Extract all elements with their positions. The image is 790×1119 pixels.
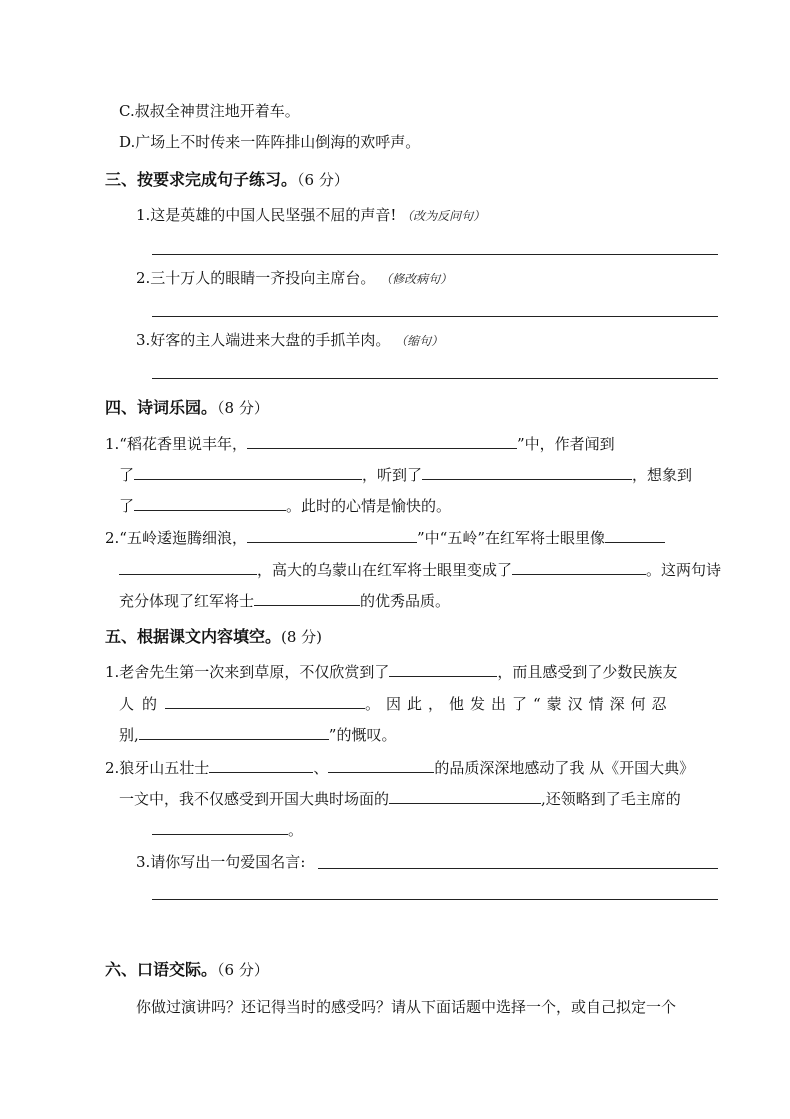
section-5-title: 五、根据课文内容填空。 xyxy=(105,627,282,646)
s5-q1-blank-2[interactable] xyxy=(165,694,365,709)
s4-q1-line-1 xyxy=(105,434,615,454)
s5-q1-line-1 xyxy=(105,662,677,682)
s4-q2-blank-3[interactable] xyxy=(512,560,646,575)
section-4-title: 四、诗词乐园。 xyxy=(105,398,218,417)
section-4-heading xyxy=(105,398,269,418)
s3-q2-note: （修改病句） xyxy=(380,272,453,286)
s3-q2-answer-line[interactable] xyxy=(152,316,718,317)
section-4-points: （8 分） xyxy=(217,399,269,417)
s5-q2-line-3 xyxy=(119,820,303,840)
s5-q1-line-3 xyxy=(119,725,396,745)
s5-q2-blank-2[interactable] xyxy=(328,758,434,773)
s3-question-3 xyxy=(136,330,443,351)
s3-q2-text: 2.三十万人的眼睛一齐投向主席台。 xyxy=(136,269,376,287)
s5-q2-c: 的品质深深地感动了我 从《开国大典》 xyxy=(434,759,695,777)
s4-q2-blank-1[interactable] xyxy=(247,528,417,543)
section-6-heading xyxy=(105,960,269,980)
section-5-heading xyxy=(105,627,322,647)
s5-q1-b: ，而且感受到了少数民族友 xyxy=(497,663,678,681)
s5-q2-b: 、 xyxy=(313,759,329,777)
s5-q1-blank-3[interactable] xyxy=(139,725,329,740)
section-3-title: 三、按要求完成句子练习。 xyxy=(105,170,298,189)
s4-q1-d: ，听到了 xyxy=(362,466,423,484)
s4-q1-line-3 xyxy=(119,496,451,516)
s3-question-1 xyxy=(136,205,485,226)
s5-q1-d: 。因此，他发出了“蒙汉情深何忍 xyxy=(365,695,673,713)
s4-q2-c: ，高大的乌蒙山在红军将士眼里变成了 xyxy=(257,561,513,579)
s5-q2-blank-1[interactable] xyxy=(209,758,313,773)
s4-q2-b: ”中“五岭”在红军将士眼里像 xyxy=(416,529,605,547)
s4-q2-a: 2.“五岭逶迤腾细浪， xyxy=(105,529,247,547)
s4-q2-line-3 xyxy=(119,591,450,611)
s4-q1-blank-1[interactable] xyxy=(247,434,517,449)
s5-q1-blank-1[interactable] xyxy=(389,662,497,677)
s5-q2-line-2 xyxy=(119,789,681,809)
s3-q1-text: 1.这是英雄的中国人民坚强不屈的声音! xyxy=(136,206,397,224)
s4-q2-f: 的优秀品质。 xyxy=(360,592,451,610)
s5-q2-d: 一文中，我不仅感受到开国大典时场面的 xyxy=(119,790,390,808)
s4-q2-blank-2[interactable] xyxy=(605,528,665,543)
s4-q1-blank-2[interactable] xyxy=(134,465,362,480)
s4-q1-blank-4[interactable] xyxy=(134,496,286,511)
s5-q2-blank-4[interactable] xyxy=(152,820,288,835)
s4-q1-line-2 xyxy=(119,465,692,485)
section-3-points: （6 分） xyxy=(297,171,349,189)
s4-q1-f: 了 xyxy=(119,497,135,515)
s4-q1-blank-3[interactable] xyxy=(422,465,632,480)
s4-q1-b: ”中，作者闻到 xyxy=(516,435,615,453)
s3-q3-answer-line[interactable] xyxy=(152,378,718,379)
section-6-title: 六、口语交际。 xyxy=(105,960,218,979)
s4-q1-a: 1.“稻花香里说丰年， xyxy=(105,435,247,453)
s5-q2-f: 。 xyxy=(288,821,304,839)
s5-q1-c: 人的 xyxy=(119,695,166,713)
section-6-points: （6 分） xyxy=(217,961,269,979)
s5-question-3 xyxy=(136,852,305,872)
s5-q1-a: 1.老舍先生第一次来到草原，不仅欣赏到了 xyxy=(105,663,390,681)
s4-q1-c: 了 xyxy=(119,466,135,484)
s5-q2-line-1 xyxy=(105,758,694,778)
s4-q2-d: 。这两句诗 xyxy=(646,561,722,579)
s4-q2-line-2 xyxy=(119,560,721,580)
s5-q3-answer-line-2[interactable] xyxy=(152,899,718,900)
s3-q1-answer-line[interactable] xyxy=(152,254,718,255)
s5-q1-e: 别, xyxy=(119,726,139,744)
s3-q1-note: （改为反问句） xyxy=(401,209,486,223)
s3-q3-note: （缩句） xyxy=(395,334,444,348)
s5-q3-text: 3.请你写出一句爱国名言: xyxy=(136,853,306,871)
s5-q1-f: ”的慨叹。 xyxy=(328,726,397,744)
option-d: D.广场上不时传来一阵阵排山倒海的欢呼声。 xyxy=(119,133,421,151)
s4-q2-blank-2b[interactable] xyxy=(119,560,257,575)
s3-question-2 xyxy=(136,268,452,289)
section-3-heading xyxy=(105,170,349,190)
s5-q1-line-2 xyxy=(119,694,673,714)
s4-q1-g: 。此时的心情是愉快的。 xyxy=(286,497,452,515)
s6-intro: 你做过演讲吗？还记得当时的感受吗？请从下面话题中选择一个，或自己拟定一个 xyxy=(136,998,677,1016)
option-c: C.叔叔全神贯注地开着车。 xyxy=(119,102,300,120)
s5-q2-e: ,还领略到了毛主席的 xyxy=(541,790,681,808)
section-5-points: (8 分) xyxy=(281,628,323,646)
s5-q2-a: 2.狼牙山五壮士 xyxy=(105,759,210,777)
s4-q1-e: ，想象到 xyxy=(632,466,693,484)
s5-q3-answer-line-1[interactable] xyxy=(318,868,718,869)
s4-q2-line-1 xyxy=(105,528,665,548)
s3-q3-text: 3.好客的主人端进来大盘的手抓羊肉。 xyxy=(136,331,391,349)
s4-q2-blank-4[interactable] xyxy=(254,591,360,606)
s4-q2-e: 充分体现了红军将士 xyxy=(119,592,255,610)
s5-q2-blank-3[interactable] xyxy=(389,789,541,804)
